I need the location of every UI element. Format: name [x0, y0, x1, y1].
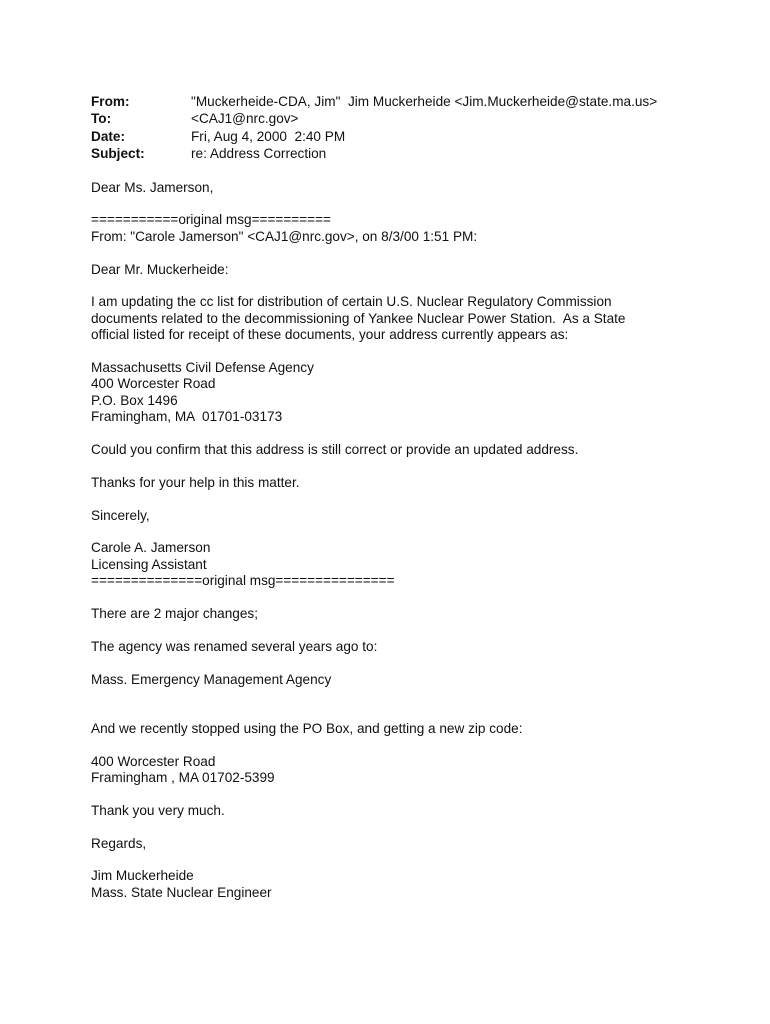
salutation: Dear Ms. Jamerson,	[91, 179, 214, 195]
po-box-note: And we recently stopped using the PO Box, and getting a new zip code:	[91, 720, 523, 736]
original-paragraph-line: I am updating the cc list for distribution of certain U.S. Nuclear Regulatory Commission	[91, 294, 612, 310]
thanks-help: Thanks for your help in this matter.	[91, 474, 300, 490]
signature-title: Mass. State Nuclear Engineer	[91, 884, 272, 900]
changes-intro: There are 2 major changes;	[91, 606, 258, 621]
old-address-line: Framingham, MA 01701-03173	[91, 409, 283, 425]
to-row	[91, 111, 731, 128]
to-value: <CAJ1@nrc.gov>	[191, 111, 299, 127]
subject-label: Subject:	[91, 145, 145, 161]
confirm-request: Could you confirm that this address is still correct or provide an updated address.	[91, 442, 579, 457]
old-address-line: 400 Worcester Road	[91, 376, 216, 392]
email-page	[91, 94, 731, 901]
subject-row	[91, 146, 731, 163]
to-label: To:	[91, 111, 112, 127]
email-header	[91, 94, 731, 163]
signature-name: Jim Muckerheide	[91, 868, 194, 884]
date-row	[91, 129, 731, 146]
date-label: Date:	[91, 128, 125, 144]
date-value: Fri, Aug 4, 2000 2:40 PM	[191, 128, 346, 144]
original-paragraph-line: documents related to the decommissioning of Yankee Nuclear Power Station. As a State	[91, 310, 626, 326]
original-signature-title: Licensing Assistant	[91, 556, 207, 572]
thank-you: Thank you very much.	[91, 802, 225, 818]
old-address-line: Massachusetts Civil Defense Agency	[91, 359, 314, 375]
old-address-line: P.O. Box 1496	[91, 392, 178, 408]
new-address-line: 400 Worcester Road	[91, 753, 216, 769]
from-value: "Muckerheide-CDA, Jim" Jim Muckerheide <Jim.Muckerheide@state.ma.us>	[191, 94, 658, 109]
original-salutation: Dear Mr. Muckerheide:	[91, 261, 229, 277]
from-label: From:	[91, 94, 130, 109]
regards: Regards,	[91, 835, 147, 851]
original-signature-name: Carole A. Jamerson	[91, 540, 211, 556]
new-address-line: Framingham , MA 01702-5399	[91, 770, 275, 785]
original-msg-separator-end: ==============original msg===============	[91, 573, 395, 589]
new-agency-name: Mass. Emergency Management Agency	[91, 671, 332, 687]
subject-value: re: Address Correction	[191, 145, 327, 161]
renamed-note: The agency was renamed several years ago to:	[91, 638, 378, 654]
original-msg-from: From: "Carole Jamerson" <CAJ1@nrc.gov>, on 8/3/00 1:51 PM:	[91, 228, 478, 244]
sincerely: Sincerely,	[91, 507, 150, 523]
original-msg-separator-start: ===========original msg==========	[91, 212, 331, 228]
original-paragraph-line: official listed for receipt of these documents, your address currently appears as:	[91, 327, 569, 343]
from-row	[91, 94, 731, 111]
